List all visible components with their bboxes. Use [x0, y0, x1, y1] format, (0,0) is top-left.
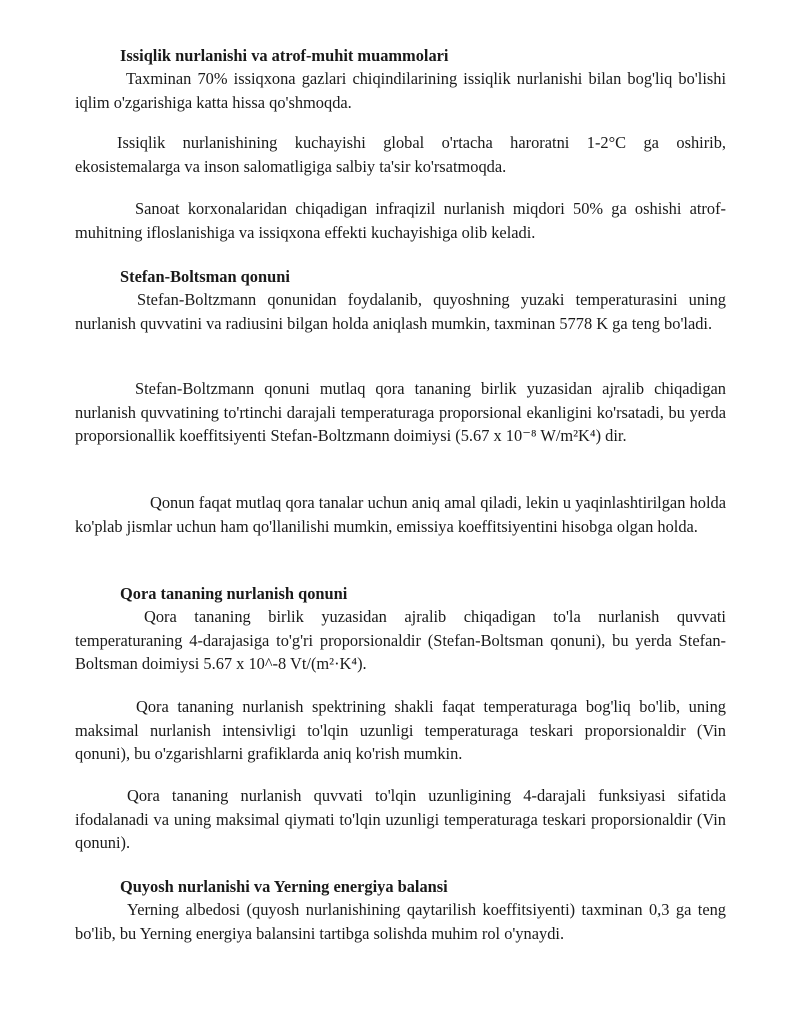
paragraph-text: Qonun faqat mutlaq qora tanalar uchun aniq amal qiladi, lekin u yaqinlashtirilgan holda ko'plab jismlar uchun ham qo'llanilishi mumkin, emissiya koeffitsiyentini hisobga olgan holda. — [75, 493, 726, 536]
paragraph-text: Sanoat korxonalaridan chiqadigan infraqizil nurlanish miqdori 50% ga oshishi atrof-muhitning ifloslanishiga va issiqxona effekti kuchayishiga olib keladi. — [75, 199, 726, 242]
section-heading: Qora tananing nurlanish qonuni — [120, 584, 348, 603]
paragraph-text: Stefan-Boltzmann qonunidan foydalanib, quyoshning yuzaki temperaturasini uning nurlanish quvvatini va radiusini bilgan holda aniqlash mumkin, taxminan 5778 K ga teng bo'ladi. — [75, 290, 726, 333]
paragraph-text: Taxminan 70% issiqxona gazlari chiqindilarining issiqlik nurlanishi bilan bog'liq bo'lishi iqlim o'zgarishiga katta hissa qo'shmoqda. — [75, 69, 726, 112]
section-heading: Quyosh nurlanishi va Yerning energiya balansi — [120, 877, 448, 896]
section-thermal-radiation-environment — [75, 44, 726, 68]
section-solar-radiation-energy-balance — [75, 875, 726, 899]
paragraph-text: Stefan-Boltzmann qonuni mutlaq qora tananing birlik yuzasidan ajralib chiqadigan nurlanish quvvatining to'rtinchi darajali temperaturaga proporsional ekanligini ko'rsatadi, bu yerda proporsionallik koeffitsiyenti Stefan-Boltzmann doimiysi (5.67 x 10⁻⁸ W/m²K⁴) dir. — [75, 379, 726, 445]
paragraph — [75, 491, 726, 538]
paragraph-text: Qora tananing nurlanish quvvati to'lqin uzunligining 4-darajali funksiyasi sifatida ifodalanadi va uning maksimal qiymati to'lqin uzunligi temperaturaga teskari proporsionaldir (Vin qonuni). — [75, 786, 726, 852]
paragraph-text: Qora tananing nurlanish spektrining shakli faqat temperaturaga bog'liq bo'lib, uning maksimal nurlanish intensivligi to'lqin uzunligi temperaturaga teskari proporsionaldir (Vin qonuni), bu o'zgarishlarni grafiklarda aniq ko'rish mumkin. — [75, 697, 726, 763]
paragraph — [75, 131, 726, 178]
paragraph-text: Qora tananing birlik yuzasidan ajralib chiqadigan to'la nurlanish quvvati temperaturaning 4-darajasiga to'g'ri proporsionaldir (Stefan-Boltsman qonuni), bu yerda Stefan-Boltsman doimiysi 5.67 x 10^-8 Vt/(m²·K⁴). — [75, 607, 726, 673]
paragraph — [75, 288, 726, 335]
paragraph — [75, 898, 726, 945]
paragraph — [75, 784, 726, 855]
paragraph — [75, 605, 726, 676]
paragraph — [75, 695, 726, 766]
section-heading: Issiqlik nurlanishi va atrof-muhit muammolari — [120, 46, 449, 65]
paragraph-text: Yerning albedosi (quyosh nurlanishining qaytarilish koeffitsiyenti) taxminan 0,3 ga teng bo'lib, bu Yerning energiya balansini tartibga solishda muhim rol o'ynaydi. — [75, 900, 726, 943]
paragraph-text: Issiqlik nurlanishining kuchayishi global o'rtacha haroratni 1-2°C ga oshirib, ekosistemalarga va inson salomatligiga salbiy ta'sir ko'rsatmoqda. — [75, 133, 726, 176]
section-black-body-radiation — [75, 582, 726, 606]
paragraph — [75, 67, 726, 114]
section-stefan-boltzmann — [75, 265, 726, 289]
section-heading: Stefan-Boltsman qonuni — [120, 267, 290, 286]
paragraph — [75, 377, 726, 448]
paragraph — [75, 197, 726, 244]
